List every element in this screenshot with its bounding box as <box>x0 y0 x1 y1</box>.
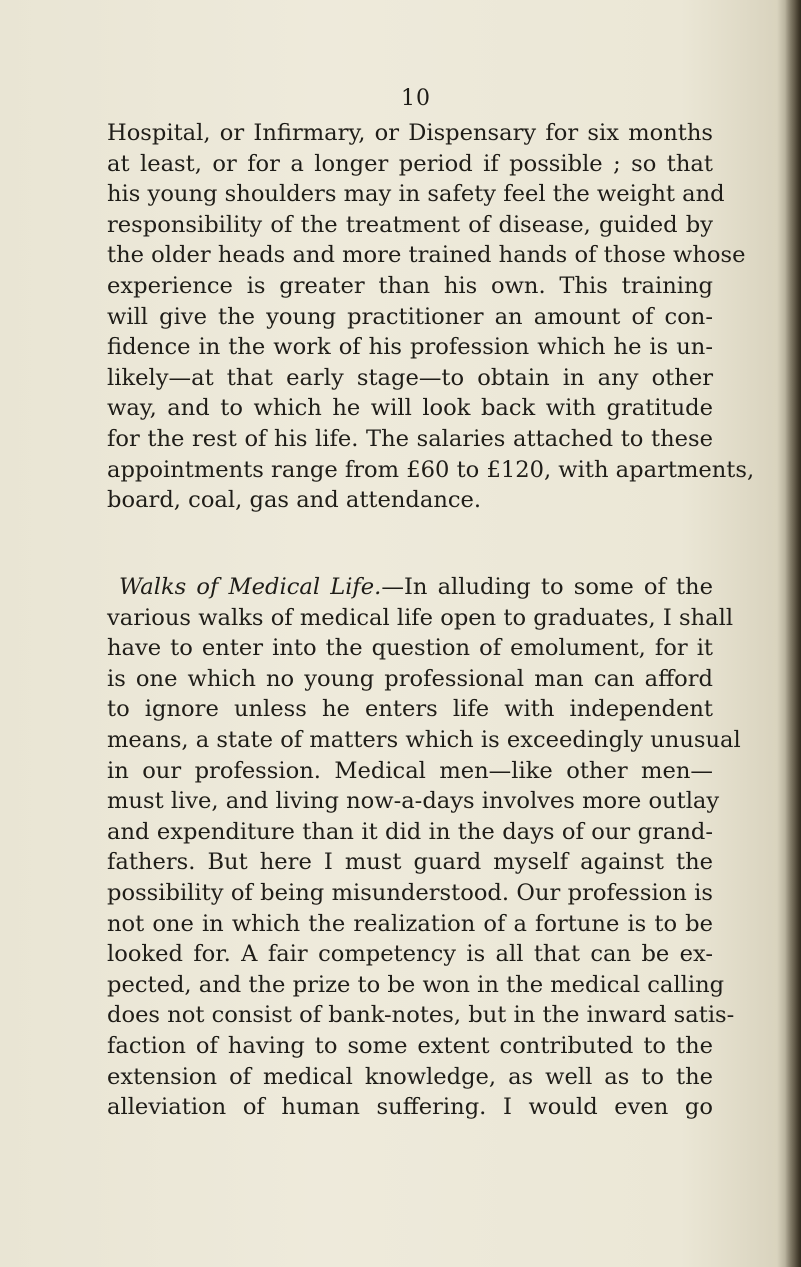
text-line: possibility of being misunderstood. Our profession is <box>107 879 713 906</box>
text-line: board, coal, gas and attendance. <box>107 487 482 514</box>
page-edge-shadow <box>785 0 801 1267</box>
text-line: for the rest of his life. The salaries attached to these <box>107 425 713 452</box>
page-number: 10 <box>401 86 431 111</box>
text-line: not one in which the realization of a fortune is to be <box>107 910 713 937</box>
text-line: the older heads and more trained hands of those whose <box>107 242 746 269</box>
text-line: faction of having to some extent contributed to the <box>107 1032 713 1059</box>
text-line: have to enter into the question of emolument, for it <box>107 635 713 662</box>
text-line: means, a state of matters which is exceedingly unusual <box>107 726 741 753</box>
text-line: is one which no young professional man can afford <box>107 665 713 692</box>
text-line: and expenditure than it did in the days of our grand- <box>107 818 713 845</box>
text-line: must live, and living now-a-days involves more outlay <box>107 788 720 815</box>
text-line: experience is greater than his own. This training <box>107 272 713 299</box>
text-line: Hospital, or Infirmary, or Dispensary for six months <box>107 120 713 146</box>
text-line-first <box>107 572 713 603</box>
text-line: does not consist of bank-notes, but in the inward satis- <box>107 1002 735 1029</box>
text-line: extension of medical knowledge, as well as to the <box>107 1063 713 1090</box>
text-line: likely—at that early stage—to obtain in any other <box>107 364 713 391</box>
text-line: to ignore unless he enters life with independent <box>107 696 713 723</box>
section-heading: Walks of Medical Life. <box>119 574 382 600</box>
text-line: at least, or for a longer period if possible ; so that <box>107 150 713 177</box>
text-line-rest: —In alluding to some of the <box>381 574 713 600</box>
text-line: alleviation of human suffering. I would even go <box>107 1094 713 1121</box>
text-line: pected, and the prize to be won in the medical calling <box>107 971 725 998</box>
text-line: fidence in the work of his profession which he is un- <box>107 334 713 361</box>
text-line: various walks of medical life open to graduates, I shall <box>107 604 734 631</box>
text-line: in our profession. Medical men—like other men— <box>107 757 713 784</box>
paragraph-1 <box>107 118 755 516</box>
text-line: way, and to which he will look back with gratitude <box>107 395 713 422</box>
text-line: appointments range from £60 to £120, with apartments, <box>107 456 755 483</box>
text-line: his young shoulders may in safety feel the weight and <box>107 181 725 208</box>
text-line: will give the young practitioner an amount of con- <box>107 303 713 330</box>
paragraph-2 <box>107 572 741 1123</box>
text-line: looked for. A fair competency is all that can be ex- <box>107 941 713 968</box>
text-line: responsibility of the treatment of disease, guided by <box>107 211 713 238</box>
text-line: fathers. But here I must guard myself against the <box>107 849 713 876</box>
